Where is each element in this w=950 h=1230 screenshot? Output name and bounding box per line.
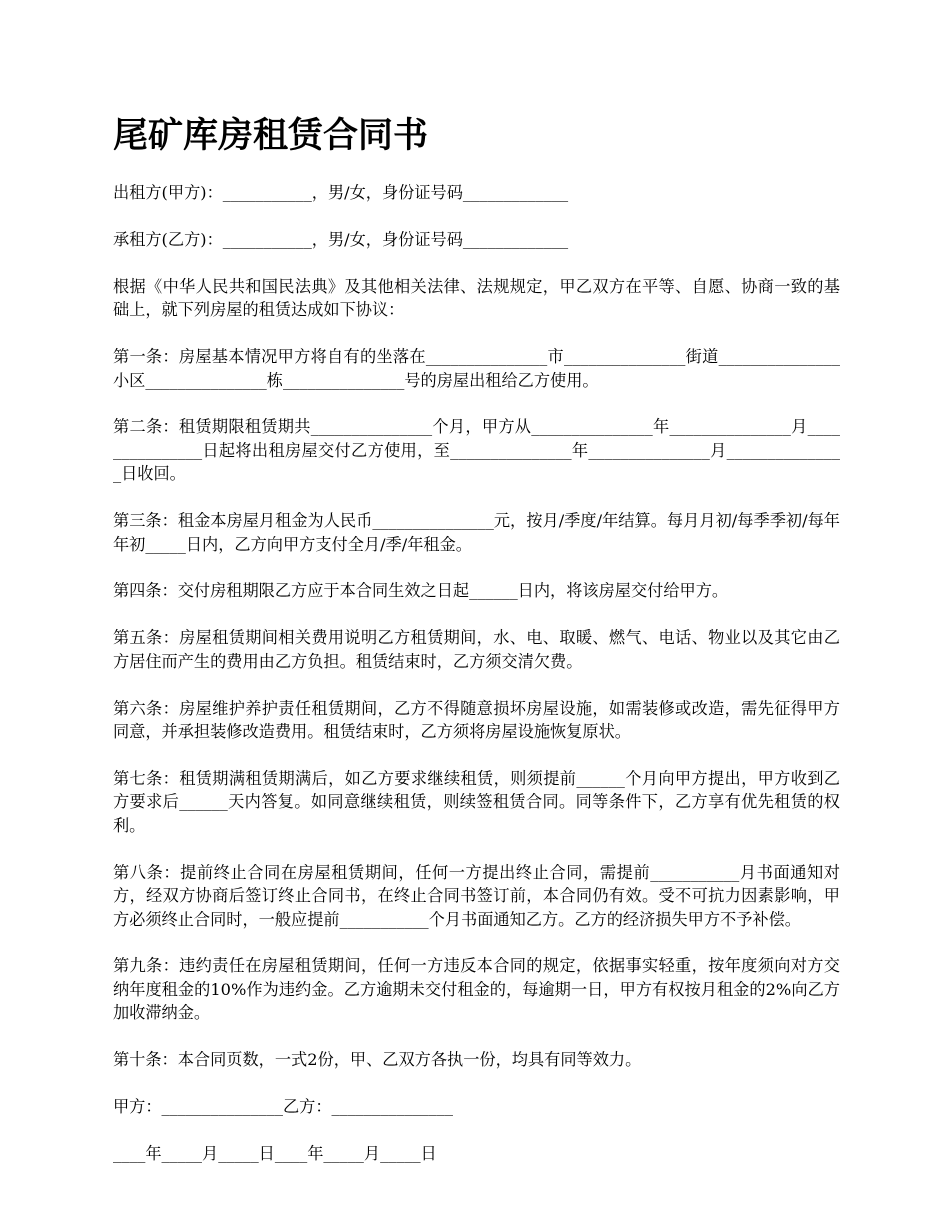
lessor-line: 出租方(甲方)：___________，男/女，身份证号码_____________ bbox=[113, 183, 569, 202]
article-2-paragraph: 第二条：租赁期限租赁期共_______________个月，甲方从_______________年_______________月_______________日起将出租房屋交付乙方使用，至_______________年_______________月_______________日收回。 bbox=[113, 417, 840, 484]
date-line: ____年_____月_____日____年_____月_____日 bbox=[113, 1143, 437, 1163]
article-5-paragraph: 第五条：房屋租赁期间相关费用说明乙方租赁期间，水、电、取暖、燃气、电话、物业以及其它由乙方居住而产生的费用由乙方负担。租赁结束时，乙方须交清欠费。 bbox=[113, 628, 840, 671]
lessee-line: 承租方(乙方)：___________，男/女，身份证号码_____________ bbox=[113, 229, 569, 249]
article-6-paragraph: 第六条：房屋维护养护责任租赁期间，乙方不得随意损坏房屋设施，如需装修或改造，需先征得甲方同意，并承担装修改造费用。租赁结束时，乙方须将房屋设施恢复原状。 bbox=[113, 698, 840, 742]
article-10-paragraph: 第十条：本合同页数，一式2份，甲、乙双方各执一份，均具有同等效力。 bbox=[113, 1050, 642, 1070]
article-3-paragraph: 第三条：租金本房屋月租金为人民币_______________元，按月/季度/年结算。每月月初/每季季初/每年年初_____日内，乙方向甲方支付全月/季/年租金。 bbox=[113, 511, 840, 554]
document-title: 尾矿库房租赁合同书 bbox=[113, 115, 429, 156]
preamble-paragraph: 根据《中华人民共和国民法典》及其他相关法律、法规规定，甲乙双方在平等、自愿、协商一致的基础上，就下列房屋的租赁达成如下协议： bbox=[113, 276, 840, 320]
signature-line: 甲方：_______________乙方：_______________ bbox=[113, 1097, 453, 1117]
article-7-paragraph: 第七条：租赁期满租赁期满后，如乙方要求继续租赁，则须提前______个月向甲方提出，甲方收到乙方要求后______天内答复。如同意继续租赁，则续签租赁合同。同等条件下，乙方享有优先租赁的权利。 bbox=[113, 769, 840, 835]
article-9-paragraph: 第九条：违约责任在房屋租赁期间，任何一方违反本合同的规定，依据事实轻重，按年度须向对方交纳年度租金的10%作为违约金。乙方逾期未交付租金的，每逾期一日，甲方有权按月租金的2%向乙方加收滞纳金。 bbox=[113, 956, 840, 1023]
article-4-paragraph: 第四条：交付房租期限乙方应于本合同生效之日起______日内，将该房屋交付给甲方。 bbox=[113, 581, 729, 601]
article-1-paragraph: 第一条：房屋基本情况甲方将自有的坐落在_______________市_______________街道_______________小区_______________栋_______________号的房屋出租给乙方使用。 bbox=[113, 347, 840, 390]
article-8-paragraph: 第八条：提前终止合同在房屋租赁期间，任何一方提出终止合同，需提前___________月书面通知对方，经双方协商后签订终止合同书，在终止合同书签订前，本合同仍有效。受不可抗力因素影响，甲方必须终止合同时，一般应提前___________个月书面通知乙方。乙方的经济损失甲方不予补偿。 bbox=[113, 862, 840, 929]
document-body bbox=[113, 181, 840, 1189]
